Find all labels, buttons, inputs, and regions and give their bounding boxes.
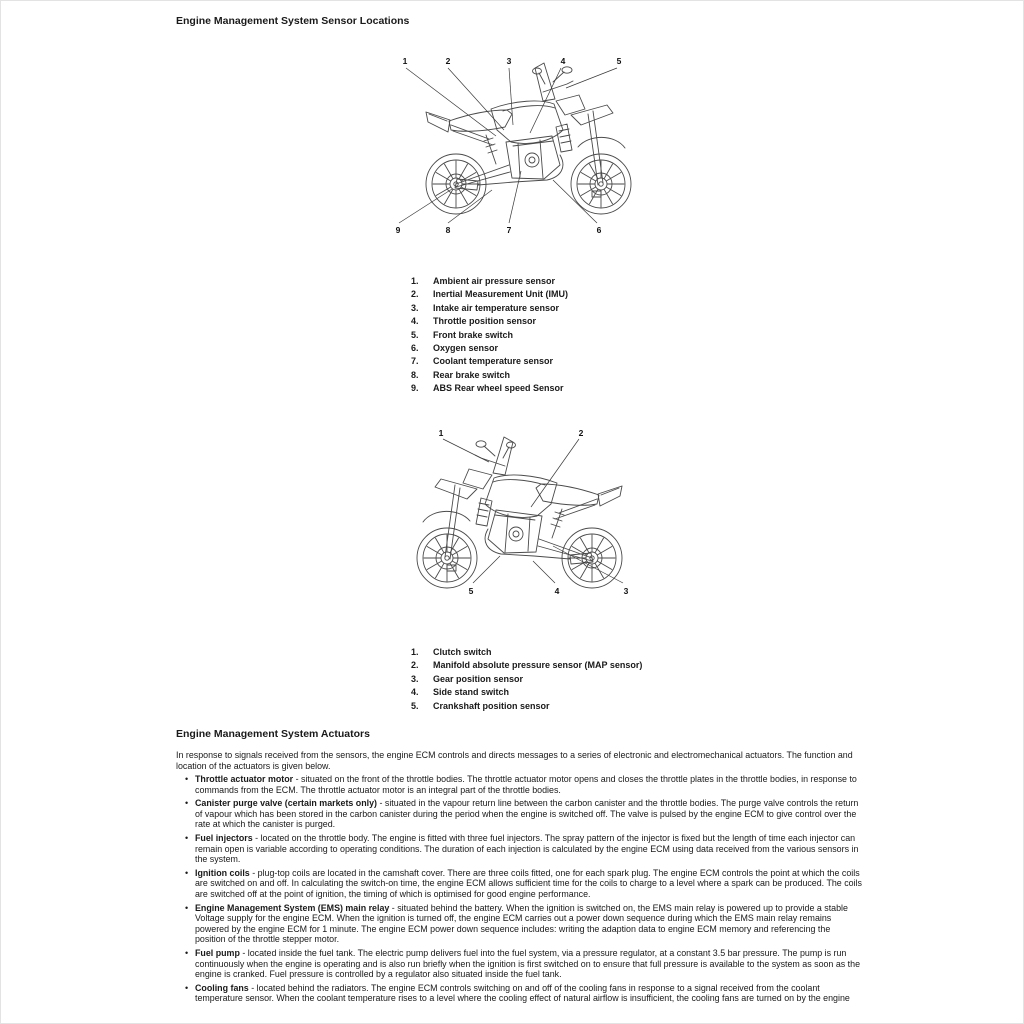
legend-item xyxy=(411,673,642,686)
legend-label: Manifold absolute pressure sensor (MAP sensor) xyxy=(433,660,643,671)
legend-number: 2. xyxy=(411,289,419,300)
legend-label: Side stand switch xyxy=(433,687,510,698)
legend-label: Oxygen sensor xyxy=(433,343,499,354)
legend-item xyxy=(411,315,568,328)
legend-label: Inertial Measurement Unit (IMU) xyxy=(433,289,569,300)
legend-item xyxy=(411,382,568,395)
actuator-name: Engine Management System (EMS) main relay xyxy=(195,902,390,913)
legend-label: ABS Rear wheel speed Sensor xyxy=(433,383,564,394)
callout-number: 8 xyxy=(445,225,451,235)
legend-item xyxy=(411,369,568,382)
legend-number: 6. xyxy=(411,343,419,354)
actuators-heading: Engine Management System Actuators xyxy=(176,728,370,740)
legend-label: Intake air temperature sensor xyxy=(433,302,560,313)
actuator-description: - plug-top coils are located in the camshaft cover. There are three coils fitted, one for each spark plug. The engine ECM controls the point at which the coils are switched on and off. In calculating the switch-on time, the engine ECM allows sufficient time for the coils to charge to a level where a spark can be produced. The coils are switched off at the point of ignition, the timing of which is optimised for good engine performance. xyxy=(195,867,862,899)
actuator-description: - located on the throttle body. The engine is fitted with three fuel injectors. The spray pattern of the injector is fixed but the length of time each injector can remain open is variable according to operating conditions. The duration of each injection is calculated by the engine ECM using data received from the various sensors in the system. xyxy=(195,832,859,865)
legend-label: Ambient air pressure sensor xyxy=(433,276,556,286)
actuator-item xyxy=(185,868,862,900)
legend-number: 7. xyxy=(411,356,419,367)
legend-label: Front brake switch xyxy=(433,329,514,340)
callout-number: 1 xyxy=(402,56,408,66)
legend-number: 2. xyxy=(411,660,419,671)
legend-item xyxy=(411,355,568,368)
actuator-item xyxy=(185,774,862,795)
callout-number: 5 xyxy=(616,56,622,66)
actuator-description: - located inside the fuel tank. The electric pump delivers fuel into the fuel system, via a pressure regulator, at a constant 3.5 bar pressure. The pump is run continuously when the engine is operating and is also run briefly when the ignition is first switched on to ensure that full pressure is available to the system as soon as the engine is cranked. Fuel pressure is controlled by a regulator also situated inside the fuel tank. xyxy=(195,947,861,980)
actuator-item xyxy=(185,833,862,865)
legend-item xyxy=(411,275,568,288)
legend-item xyxy=(411,646,642,659)
legend-label: Crankshaft position sensor xyxy=(433,700,550,711)
legend-number: 4. xyxy=(411,687,419,698)
actuator-name: Fuel pump xyxy=(195,947,240,958)
callout-number: 6 xyxy=(596,225,602,235)
actuator-description: - located behind the radiators. The engine ECM controls switching on and off of the cooling fans in response to a signal received from the coolant temperature sensor. When the coolant temperature rises to a level where the cooling effect of natural airflow is insufficient, the cooling fans are turned on by the engine xyxy=(195,982,850,1004)
legend-item xyxy=(411,659,642,672)
legend-number: 5. xyxy=(411,700,419,711)
motorcycle-side-view-left xyxy=(417,437,622,588)
actuator-name: Cooling fans xyxy=(195,982,249,993)
legend-item xyxy=(411,329,568,342)
actuators-intro: In response to signals received from the sensors, the engine ECM controls and directs messages to a series of electronic and electromechanical actuators. The function and location of the actuators is given below. xyxy=(176,750,853,771)
legend-item xyxy=(411,302,568,315)
legend-item xyxy=(411,288,568,301)
actuator-name: Canister purge valve (certain markets only) xyxy=(195,798,378,809)
sensor-legend-2 xyxy=(411,646,642,713)
callout-number: 7 xyxy=(506,225,512,235)
callout-number: 9 xyxy=(395,225,401,235)
sensor-location-diagram-2 xyxy=(403,425,655,607)
actuator-name: Throttle actuator motor xyxy=(195,774,294,784)
actuator-item xyxy=(185,948,862,980)
callout-number: 3 xyxy=(623,586,629,596)
sensor-location-diagram-1 xyxy=(393,51,645,247)
legend-number: 5. xyxy=(411,329,419,340)
legend-item xyxy=(411,700,642,713)
sensor-legend-1 xyxy=(411,275,568,396)
page-title: Engine Management System Sensor Locations xyxy=(176,15,410,27)
actuator-item xyxy=(185,983,862,1004)
legend-label: Clutch switch xyxy=(433,647,492,657)
legend-number: 9. xyxy=(411,383,419,394)
callout-number: 4 xyxy=(554,586,560,596)
legend-number: 3. xyxy=(411,302,419,313)
callout-number: 1 xyxy=(438,428,444,438)
legend-label: Coolant temperature sensor xyxy=(433,356,554,367)
callout-lines-2 xyxy=(443,439,623,583)
legend-number: 4. xyxy=(411,316,419,327)
actuator-list xyxy=(185,774,862,1007)
legend-number: 1. xyxy=(411,647,419,657)
legend-number: 3. xyxy=(411,673,419,684)
actuator-item xyxy=(185,798,862,830)
legend-number: 8. xyxy=(411,369,419,380)
motorcycle-side-view-right xyxy=(426,63,631,214)
legend-label: Throttle position sensor xyxy=(433,316,537,327)
callout-lines-1 xyxy=(399,68,617,223)
actuator-description: - situated on the front of the throttle bodies. The throttle actuator motor opens and closes the throttle plates in the throttle bodies, in response to commands from the ECM. The throttle actuator motor is an integral part of the throttle bodies. xyxy=(195,774,857,795)
actuator-description: - situated in the vapour return line between the carbon canister and the throttle bodies. The purge valve controls the return of vapour which has been stored in the carbon canister during the period when the engine is switched off. The valve is pulsed by the engine ECM to give control over the rate at which the canister is purged. xyxy=(195,798,859,830)
legend-label: Rear brake switch xyxy=(433,369,511,380)
legend-label: Gear position sensor xyxy=(433,673,524,684)
callout-number: 2 xyxy=(578,428,584,438)
actuator-name: Ignition coils xyxy=(195,867,250,878)
callout-number: 5 xyxy=(468,586,474,596)
callout-number: 2 xyxy=(445,56,451,66)
actuator-description: - situated behind the battery. When the ignition is switched on, the EMS main relay is powered up to provide a stable Voltage supply for the engine ECM. When the ignition is turned off, the engine ECM carries out a power down sequence during which the EMS main relay remains powered by the engine ECM for 1 minute. The engine ECM power down sequence includes: writing the adaption data to engine ECM memory and referencing the position of the throttle stepper motor. xyxy=(195,902,848,945)
callout-number: 3 xyxy=(506,56,512,66)
actuator-item xyxy=(185,903,862,945)
callout-numbers-1 xyxy=(396,56,622,235)
legend-item xyxy=(411,686,642,699)
callout-number: 4 xyxy=(560,56,566,66)
legend-item xyxy=(411,342,568,355)
actuator-name: Fuel injectors xyxy=(195,832,253,843)
legend-number: 1. xyxy=(411,276,419,286)
